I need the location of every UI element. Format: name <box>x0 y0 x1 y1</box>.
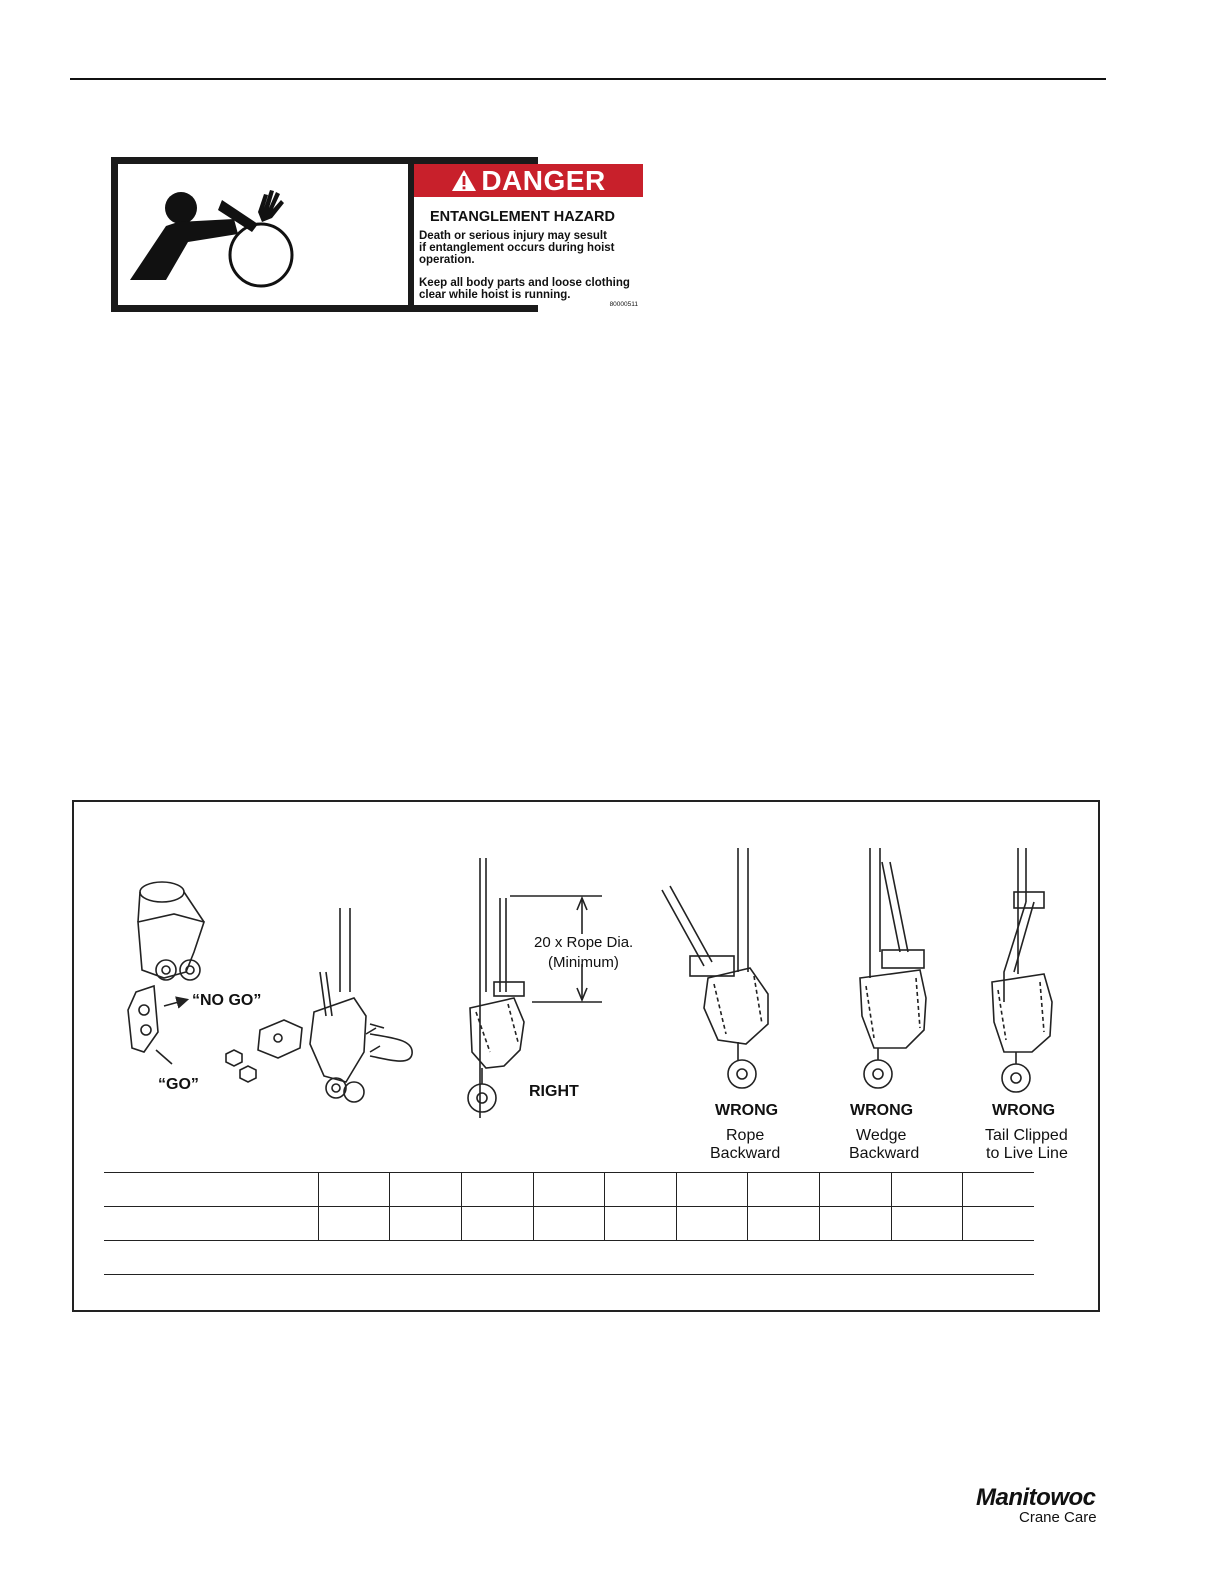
decal-code: 80000511 <box>609 301 638 308</box>
wrong-wedge-backward-illustration <box>860 848 926 1088</box>
gauge-go-label: “GO” <box>158 1076 199 1093</box>
wrong-rope-backward-illustration <box>662 848 768 1088</box>
danger-text-panel <box>414 164 643 308</box>
table-row <box>104 1172 1034 1206</box>
wrong-wedge-line1: Wedge <box>856 1127 907 1144</box>
logo-sub: Crane Care <box>1019 1509 1097 1526</box>
wrong-heading-rope: WRONG <box>715 1102 779 1119</box>
table-cell <box>676 1207 748 1240</box>
table-cell <box>819 1173 891 1206</box>
entanglement-pictogram-icon <box>118 164 408 305</box>
table-row <box>104 1206 1034 1240</box>
danger-banner <box>414 164 643 197</box>
table-cell <box>389 1207 461 1240</box>
table-cell <box>747 1173 819 1206</box>
right-label: RIGHT <box>529 1083 579 1100</box>
table-cell <box>891 1207 963 1240</box>
manitowoc-crane-care-logo <box>976 1484 1106 1528</box>
wrong-tail-line1: Tail Clipped <box>985 1127 1068 1144</box>
wrong-heading-tail: WRONG <box>992 1102 1056 1119</box>
wrong-heading-wedge: WRONG <box>850 1102 914 1119</box>
table-cell <box>604 1173 676 1206</box>
table-header-cell <box>104 1207 318 1240</box>
table-cell <box>318 1207 390 1240</box>
table-cell <box>461 1173 533 1206</box>
wire-rope-table <box>104 1172 1034 1275</box>
table-cell <box>533 1207 605 1240</box>
table-cell <box>604 1207 676 1240</box>
wrong-tail-clipped-illustration <box>992 848 1052 1092</box>
table-row <box>104 1240 1034 1275</box>
table-cell <box>962 1207 1034 1240</box>
signal-word: DANGER <box>481 165 606 196</box>
wrong-rope-line2: Backward <box>710 1145 781 1162</box>
table-cell <box>389 1173 461 1206</box>
table-header-cell <box>104 1173 318 1206</box>
hazard-consequence: Death or serious injury may sesult if entanglement occurs during hoist operation. <box>419 230 615 266</box>
gauge-no-go-label: “NO GO” <box>192 992 262 1009</box>
table-cell <box>962 1173 1034 1206</box>
dimension-label-line2: (Minimum) <box>548 954 619 971</box>
table-cell <box>318 1173 390 1206</box>
wedge-socket-exploded-illustration <box>128 882 412 1102</box>
table-note-cell <box>104 1241 1034 1274</box>
danger-decal <box>111 157 638 312</box>
header-rule <box>70 78 1106 80</box>
logo-brand: Manitowoc <box>976 1484 1096 1511</box>
warning-triangle-icon <box>451 169 477 192</box>
table-cell <box>533 1173 605 1206</box>
table-cell <box>676 1173 748 1206</box>
table-cell <box>747 1207 819 1240</box>
wrong-wedge-line2: Backward <box>849 1145 920 1162</box>
right-installation-illustration <box>468 858 602 1118</box>
dimension-label-line1: 20 x Rope Dia. <box>534 934 634 951</box>
table-cell <box>461 1207 533 1240</box>
table-cell <box>891 1173 963 1206</box>
hazard-title: ENTANGLEMENT HAZARD <box>430 209 615 225</box>
wrong-rope-line1: Rope <box>726 1127 765 1144</box>
table-cell <box>819 1207 891 1240</box>
hazard-instruction: Keep all body parts and loose clothing clear while hoist is running. <box>419 277 630 301</box>
wrong-tail-line2: to Live Line <box>986 1145 1068 1162</box>
